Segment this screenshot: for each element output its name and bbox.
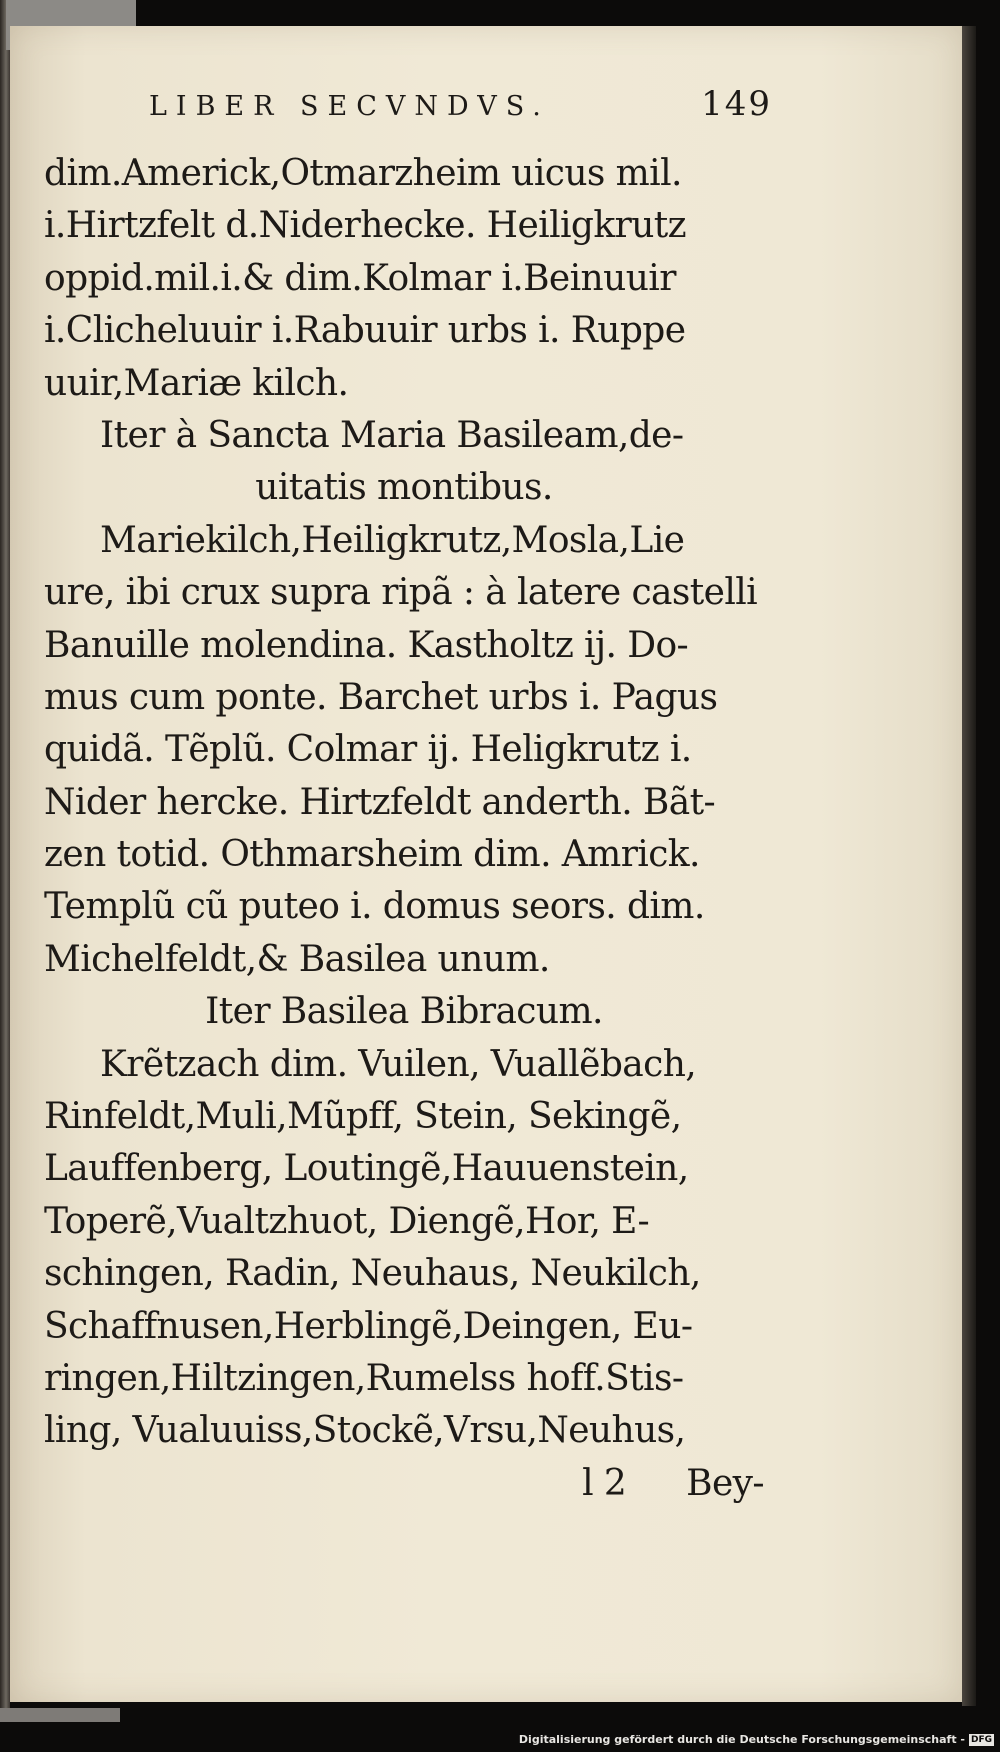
dfg-logo: DFG (970, 1734, 992, 1745)
catchline (44, 1458, 764, 1510)
body-text (44, 148, 764, 1458)
text-line: Lauffenberg, Loutingẽ,Hauuenstein, (44, 1148, 689, 1190)
text-line: Rinfeldt,Muli,Mũpff, Stein, Sekingẽ, (44, 1096, 682, 1138)
text-line: Schaffnusen,Herblingẽ,Deingen, Eu- (44, 1305, 693, 1347)
text-line: uuir,Mariæ kilch. (44, 362, 349, 404)
text-line: oppid.mil.i.& dim.Kolmar i.Beinuuir (44, 257, 676, 299)
text-line: i.Clicheluuir i.Rabuuir urbs i. Ruppe (44, 310, 686, 352)
running-head-title: LIBER SECVNDVS. (149, 91, 550, 122)
text-line: ling, Vualuuiss,Stockẽ,Vrsu,Neuhus, (44, 1410, 686, 1452)
text-line: mus cum ponte. Barchet urbs i. Pagus (44, 676, 718, 718)
text-line: Iter Basilea Bibracum. (205, 991, 603, 1033)
text-line: Templũ cũ puteo i. domus seors. dim. (44, 886, 705, 928)
text-line: quidã. Tẽplũ. Colmar ij. Heligkrutz i. (44, 729, 692, 771)
binding-strip-bottom (0, 1708, 120, 1722)
text-line: i.Hirtzfelt d.Niderhecke. Heiligkrutz (44, 205, 687, 247)
text-line: dim.Americk,Otmarzheim uicus mil. (44, 153, 682, 194)
page-number: 149 (701, 84, 772, 124)
credit-text: Digitalisierung gefördert durch die Deutsche Forschungsgemeinschaft - (518, 1733, 965, 1746)
text-line: Michelfeldt,& Basilea unum. (44, 938, 550, 980)
text-line: schingen, Radin, Neuhaus, Neukilch, (44, 1253, 701, 1295)
digitization-credit (519, 1733, 994, 1746)
text-line: uitatis montibus. (255, 467, 553, 509)
text-line: Mariekilch,Heiligkrutz,Mosla,Lie (100, 519, 685, 561)
catchword: Bey- (686, 1462, 764, 1504)
text-line: ringen,Hiltzingen,Rumelss hoff.Stis- (44, 1357, 684, 1399)
text-line: Iter à Sancta Maria Basileam,de- (100, 414, 684, 456)
text-line: Nider hercke. Hirtzfeldt anderth. Bãt- (44, 781, 716, 823)
text-line: ure, ibi crux supra ripã : à latere castelli (44, 572, 758, 614)
signature-mark: l 2 (582, 1462, 627, 1504)
text-line: zen totid. Othmarsheim dim. Amrick. (44, 834, 700, 876)
text-line: Banuille molendina. Kastholtz ij. Do- (44, 624, 689, 666)
page-text-block (44, 84, 772, 1510)
page-edge-shadow (962, 26, 976, 1706)
text-line: Toperẽ,Vualtzhuot, Diengẽ,Hor, E- (44, 1200, 650, 1242)
text-line: Krẽtzach dim. Vuilen, Vuallẽbach, (100, 1043, 697, 1085)
running-head (44, 84, 772, 148)
book-spine-edge (0, 0, 10, 1720)
